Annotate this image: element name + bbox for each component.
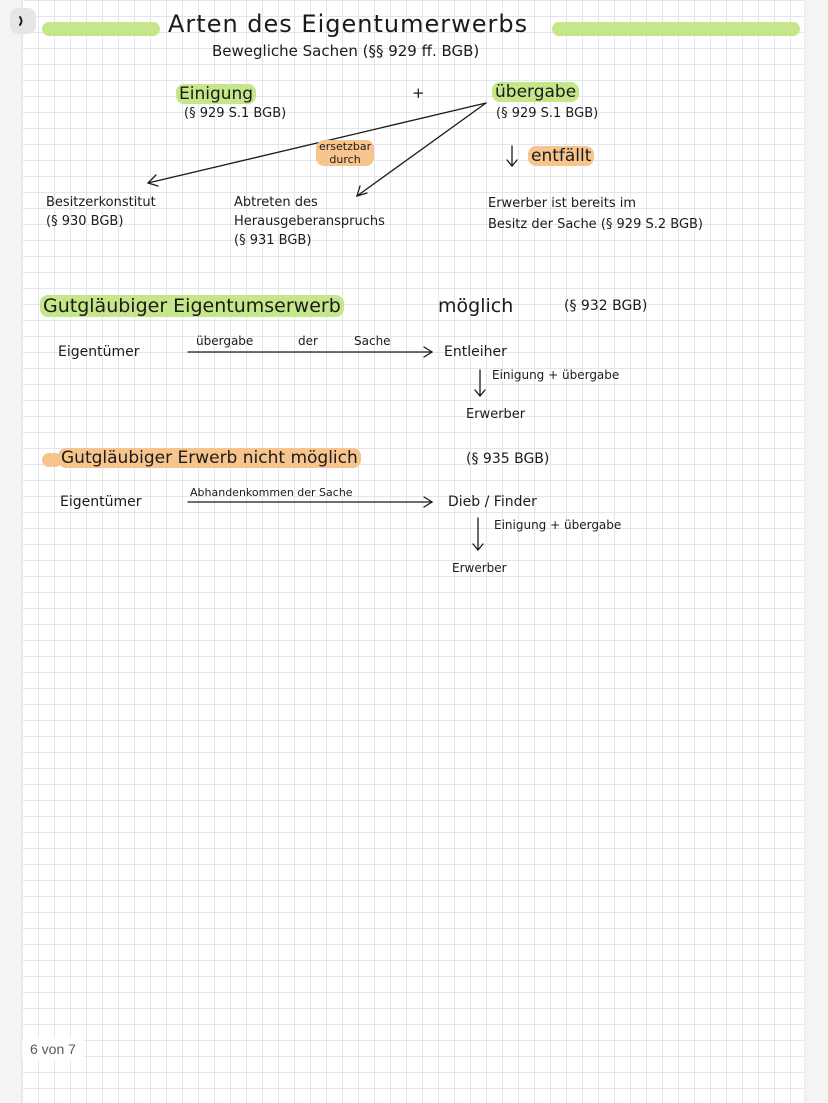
section1-arrow-word3: Sache	[354, 334, 391, 348]
section1-to: Entleiher	[444, 344, 507, 360]
besitz-line-1: Besitzerkonstitut	[46, 195, 156, 210]
section1-heading: Gutgläubiger Eigentumserwerb	[40, 295, 344, 317]
arrow-to-abtreten	[357, 103, 486, 196]
title-bar-left	[42, 22, 160, 36]
ersetzbar-text: ersetzbar	[319, 140, 372, 153]
einigung-label: Einigung	[176, 84, 256, 104]
section2-step: Einigung + übergabe	[494, 518, 622, 532]
section2-heading: Gutgläubiger Erwerb nicht möglich	[58, 448, 361, 468]
section1-step: Einigung + übergabe	[492, 368, 620, 382]
abtreten	[234, 193, 385, 250]
plus-sign: +	[412, 84, 425, 102]
section1-possible: möglich	[438, 295, 514, 317]
entfaellt-label: entfällt	[528, 146, 594, 166]
section1-result: Erwerber	[466, 407, 526, 422]
abtreten-line-3: (§ 931 BGB)	[234, 233, 312, 248]
section2-result: Erwerber	[452, 561, 507, 575]
section2-to: Dieb / Finder	[448, 494, 537, 510]
page-indicator: 6 von 7	[22, 1038, 84, 1060]
subtitle: Bewegliche Sachen (§§ 929 ff. BGB)	[212, 42, 480, 60]
erwerber-besitz	[488, 193, 703, 235]
uebergabe-ref: (§ 929 S.1 BGB)	[496, 106, 599, 121]
durch-text: durch	[329, 153, 361, 166]
section2-from: Eigentümer	[60, 494, 142, 510]
section2-ref: (§ 935 BGB)	[466, 451, 550, 467]
abtreten-line-1: Abtreten des	[234, 195, 318, 210]
section1-ref: (§ 932 BGB)	[564, 298, 648, 314]
section1-arrow-word1: übergabe	[196, 334, 254, 348]
section1-from: Eigentümer	[58, 344, 140, 360]
erwerber-line-1: Erwerber ist bereits im	[488, 196, 637, 211]
section1-arrow-word2: der	[298, 334, 318, 348]
besitz-line-2: (§ 930 BGB)	[46, 214, 124, 229]
title: Arten des Eigentumerwerbs	[168, 10, 529, 38]
erwerber-line-2: Besitz der Sache (§ 929 S.2 BGB)	[488, 217, 704, 232]
title-bar-right	[552, 22, 800, 36]
uebergabe-label: übergabe	[492, 82, 579, 102]
ersetzbar-durch	[316, 140, 374, 166]
section2-arrow-label: Abhandenkommen der Sache	[190, 486, 353, 499]
abtreten-line-2: Herausgeberanspruchs	[234, 214, 385, 229]
besitzkonstitut	[46, 193, 156, 231]
einigung-ref: (§ 929 S.1 BGB)	[184, 106, 287, 121]
